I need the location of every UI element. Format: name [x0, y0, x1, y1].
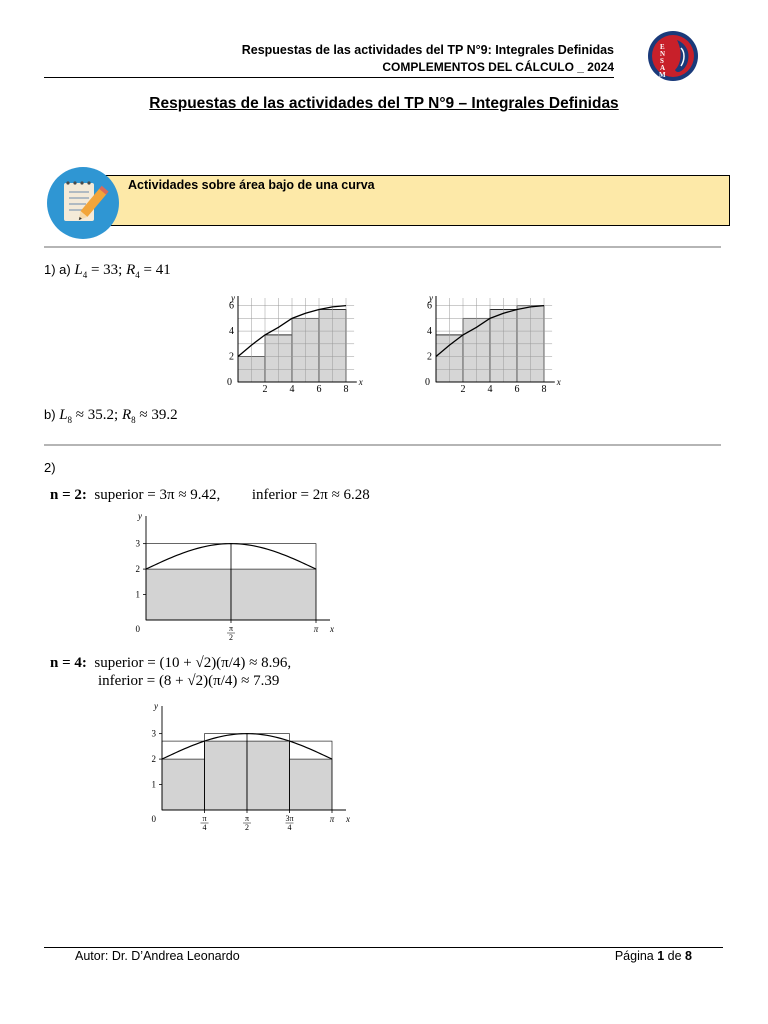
origin-label: 0: [135, 624, 140, 634]
y-tick-label: 1: [135, 589, 140, 600]
lower-sum-rectangle: [290, 759, 333, 810]
q2-prefix: 2): [44, 460, 56, 475]
q1a-L-sub: 4: [82, 270, 88, 280]
origin-label: 0: [227, 377, 232, 388]
lower-sum-rectangle: [162, 759, 205, 810]
x-tick-label: π: [313, 624, 319, 634]
svg-text:N: N: [660, 50, 666, 58]
footer-author: Autor: Dr. D’Andrea Leonardo: [75, 949, 240, 963]
y-tick-label: 2: [151, 754, 156, 765]
y-tick-label: 4: [427, 326, 432, 338]
n2-sum-chart: [122, 510, 348, 642]
q1b-L-sub: 8: [67, 415, 73, 425]
x-tick-label: 4: [289, 384, 295, 395]
section-banner-label: Actividades sobre área bajo de una curva: [128, 178, 375, 192]
left-sum-chart: [222, 292, 363, 395]
footer-page: [615, 949, 692, 963]
header-course: COMPLEMENTOS DEL CÁLCULO _ 2024: [382, 60, 614, 74]
q1a-answer: [44, 262, 171, 280]
n4-sum-chart: [138, 700, 366, 832]
ensam-logo: [647, 30, 699, 82]
section-divider: [44, 246, 721, 248]
page-prefix: Página: [614, 949, 658, 963]
y-tick-label: 3: [151, 728, 156, 739]
q1b-R-sub: 8: [131, 415, 136, 425]
x-tick-label: 4: [487, 384, 493, 395]
x-tick-label: 6: [514, 384, 520, 395]
y-tick-label: 2: [135, 564, 140, 575]
x-axis-label: x: [330, 624, 334, 634]
x-tick-label-den: 2: [245, 823, 249, 832]
q1a-prefix: 1) a): [44, 262, 71, 277]
svg-text:S: S: [660, 57, 664, 65]
x-axis-label: x: [346, 814, 350, 824]
x-tick-label: 8: [541, 384, 547, 395]
q1b-L-symbol: L: [59, 407, 68, 423]
y-tick-label: 6: [427, 300, 432, 312]
x-tick-label: 8: [343, 384, 349, 395]
q1b-prefix: b): [44, 407, 56, 422]
q1b-answer: [44, 407, 178, 425]
lower-sum-rectangle: [146, 569, 231, 620]
svg-text:E: E: [660, 43, 665, 51]
page-number: 1: [657, 949, 665, 963]
y-tick-label: 2: [229, 351, 234, 363]
q1a-R-value: = 41: [143, 262, 171, 278]
y-axis-label: y: [154, 701, 158, 711]
origin-label: 0: [425, 377, 430, 388]
y-axis-label: y: [231, 293, 235, 303]
q2-n2-inferior: inferior = 2π ≈ 6.28: [251, 487, 370, 503]
x-tick-label: 6: [316, 384, 322, 395]
x-tick-label-num: π: [202, 814, 207, 823]
right-sum-chart: [420, 292, 561, 395]
x-axis-label: x: [556, 377, 561, 387]
q2-n4-label: n = 4:: [50, 655, 87, 671]
q2-n4-superior: superior = (10 + √2)(π/4) ≈ 8.96,: [94, 655, 292, 671]
page-mid: de: [664, 949, 686, 963]
lower-sum-rectangle: [205, 741, 248, 810]
q1a-R-symbol: R: [126, 262, 136, 278]
x-tick-label: 2: [460, 384, 466, 395]
section-divider: [44, 444, 721, 446]
y-axis-label: y: [138, 511, 142, 521]
x-tick-label-num: π: [228, 624, 234, 633]
q1a-L-value: = 33;: [90, 262, 127, 278]
header-divider: [44, 77, 614, 78]
y-tick-label: 2: [427, 351, 432, 363]
origin-label: 0: [151, 814, 156, 824]
svg-text:M: M: [659, 71, 666, 79]
y-tick-label: 4: [229, 326, 234, 338]
q1a-R-sub: 4: [135, 270, 140, 280]
x-tick-label-num: π: [244, 814, 250, 823]
lower-sum-rectangle: [247, 741, 290, 810]
y-axis-label: y: [429, 293, 433, 303]
q1b-R-value: ≈ 39.2: [139, 407, 178, 423]
x-tick-label: π: [329, 814, 335, 824]
x-tick-label: 2: [262, 384, 268, 395]
page-title: Respuestas de las actividades del TP N°9 – Integrales Definidas: [149, 95, 619, 112]
x-tick-label-den: 4: [287, 823, 292, 832]
x-tick-label-num: 3π: [285, 814, 294, 823]
q1a-L-symbol: L: [74, 262, 83, 278]
q2-n2-line: [50, 487, 370, 504]
q2-n4-line1: [50, 655, 291, 672]
x-tick-label-den: 4: [202, 823, 207, 832]
page-total: 8: [685, 949, 692, 963]
header-title: Respuestas de las actividades del TP N°9: Integrales Definidas: [241, 43, 614, 57]
y-tick-label: 6: [229, 300, 234, 312]
q2-n2-superior: superior = 3π ≈ 9.42,: [94, 487, 221, 503]
q2-n4-inferior: inferior = (8 + √2)(π/4) ≈ 7.39: [98, 673, 280, 689]
svg-text:A: A: [660, 64, 666, 72]
q2-n2-label: n = 2:: [50, 487, 87, 503]
y-tick-label: 3: [135, 538, 140, 549]
lower-sum-rectangle: [231, 569, 316, 620]
pencil-notepad-icon: [46, 166, 120, 240]
footer-divider: [44, 947, 723, 948]
x-axis-label: x: [358, 377, 363, 387]
q1b-L-value: ≈ 35.2;: [75, 407, 122, 423]
x-tick-label-den: 2: [229, 633, 233, 642]
y-tick-label: 1: [151, 779, 156, 790]
q1b-R-symbol: R: [121, 407, 132, 423]
